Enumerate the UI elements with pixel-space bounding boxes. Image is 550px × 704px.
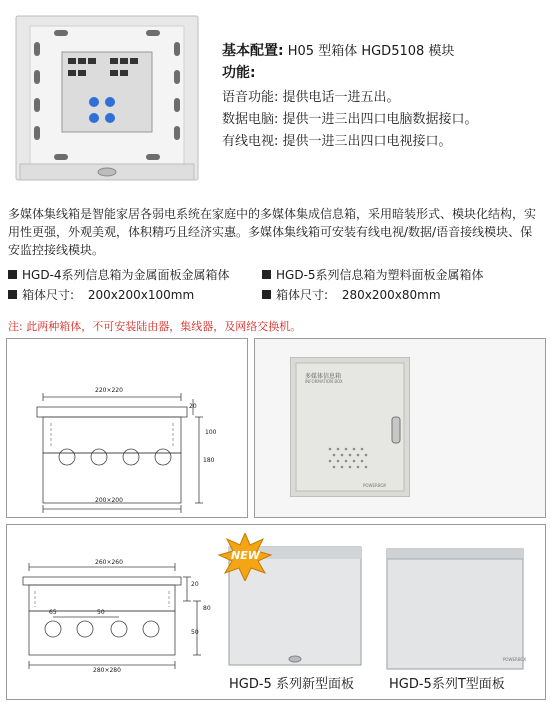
hgd4-size-row	[8, 286, 194, 303]
hgd5-desc: HGD-5系列信息箱为塑料面板金属箱体	[276, 268, 484, 282]
hgd4-desc: HGD-4系列信息箱为金属面板金属箱体	[22, 268, 230, 282]
t-panel-brand: POWERBOX	[503, 657, 527, 662]
drawing2-left-dim: 65	[49, 609, 57, 616]
square-bullet-icon	[262, 290, 271, 299]
description-paragraph: 多媒体集线箱是智能家居各弱电系统在家庭中的多媒体集成信息箱，采用暗装形式、模块化结构，实用性更强，外观美观，体积精巧且经济实惠。多媒体集线箱可安装有线电视/数据/语音接线模块、保安监控接线模块。	[8, 207, 537, 257]
drawing2-mid-dim: 50	[97, 609, 105, 616]
hgd4-size-label: 箱体尺寸:	[22, 288, 75, 302]
voice-value: 提供电话一进五出。	[282, 90, 400, 105]
hgd5-size-label: 箱体尺寸:	[276, 288, 329, 302]
hgd5-size-row	[262, 286, 441, 303]
config-label: 基本配置	[222, 43, 278, 59]
warning-note: 注: 此两种箱体，不可安装陆由器，集线器，及网络交换机。	[8, 320, 302, 333]
drawing2-side-dim2: 50	[191, 629, 199, 636]
drawing2-top-dim: 260×260	[95, 559, 123, 566]
config-line	[222, 40, 454, 60]
voice-line: 语音功能: 提供电话一进五出。	[222, 90, 400, 105]
voice-label: 语音功能	[222, 90, 275, 105]
config-value: H05 型箱体 HGD5108 模块	[287, 44, 455, 59]
function-heading: 功能:	[222, 65, 256, 81]
drawing1-small-dim: 20	[189, 403, 197, 410]
drawing1-bottom-dim: 200×200	[95, 497, 123, 504]
hgd4-drawing-panel	[6, 338, 248, 518]
hgd5-panel	[6, 524, 546, 700]
tv-label: 有线电视	[222, 134, 275, 149]
enclosure-photo	[14, 14, 200, 184]
caption-t-panel: HGD-5系列T型面板	[389, 677, 505, 692]
function-label: 功能	[222, 65, 250, 81]
hgd4-photo-panel	[254, 338, 546, 518]
drawing2-right-dim: 80	[203, 605, 211, 612]
tv-line: 有线电视: 提供一进三出四口电视接口。	[222, 134, 452, 149]
metal-box-sub: INFORMATION BOX	[305, 379, 343, 384]
drawing1-right-dim: 180	[203, 457, 215, 464]
caption-new-panel: HGD-5 系列新型面板	[229, 677, 354, 692]
hgd4-size-value: 200x200x100mm	[87, 288, 195, 302]
metal-box-label: 多媒体信息箱	[305, 373, 342, 380]
drawing1-top-dim: 220×220	[95, 387, 123, 394]
t-panel-photo	[385, 547, 525, 671]
drawing2-side-dim1: 20	[191, 581, 199, 588]
hgd4-drawing	[7, 339, 247, 517]
data-label: 数据电脑	[222, 112, 275, 127]
metal-box-brand: POWERBOX	[363, 483, 387, 488]
config-colon: :	[278, 43, 284, 59]
square-bullet-icon	[262, 270, 271, 279]
square-bullet-icon	[8, 270, 17, 279]
drawing1-side-dim: 100	[205, 429, 217, 436]
square-bullet-icon	[8, 290, 17, 299]
hgd5-desc-row	[262, 266, 484, 283]
data-line: 数据电脑: 提供一进三出四口电脑数据接口。	[222, 112, 478, 127]
hgd5-size-value: 280x200x80mm	[341, 288, 441, 302]
hgd4-desc-row	[8, 266, 230, 283]
drawing2-bottom-dim: 280×280	[93, 667, 121, 674]
new-badge: NEW	[231, 549, 260, 562]
data-value: 提供一进三出四口电脑数据接口。	[282, 112, 478, 127]
tv-value: 提供一进三出四口电视接口。	[282, 134, 452, 149]
